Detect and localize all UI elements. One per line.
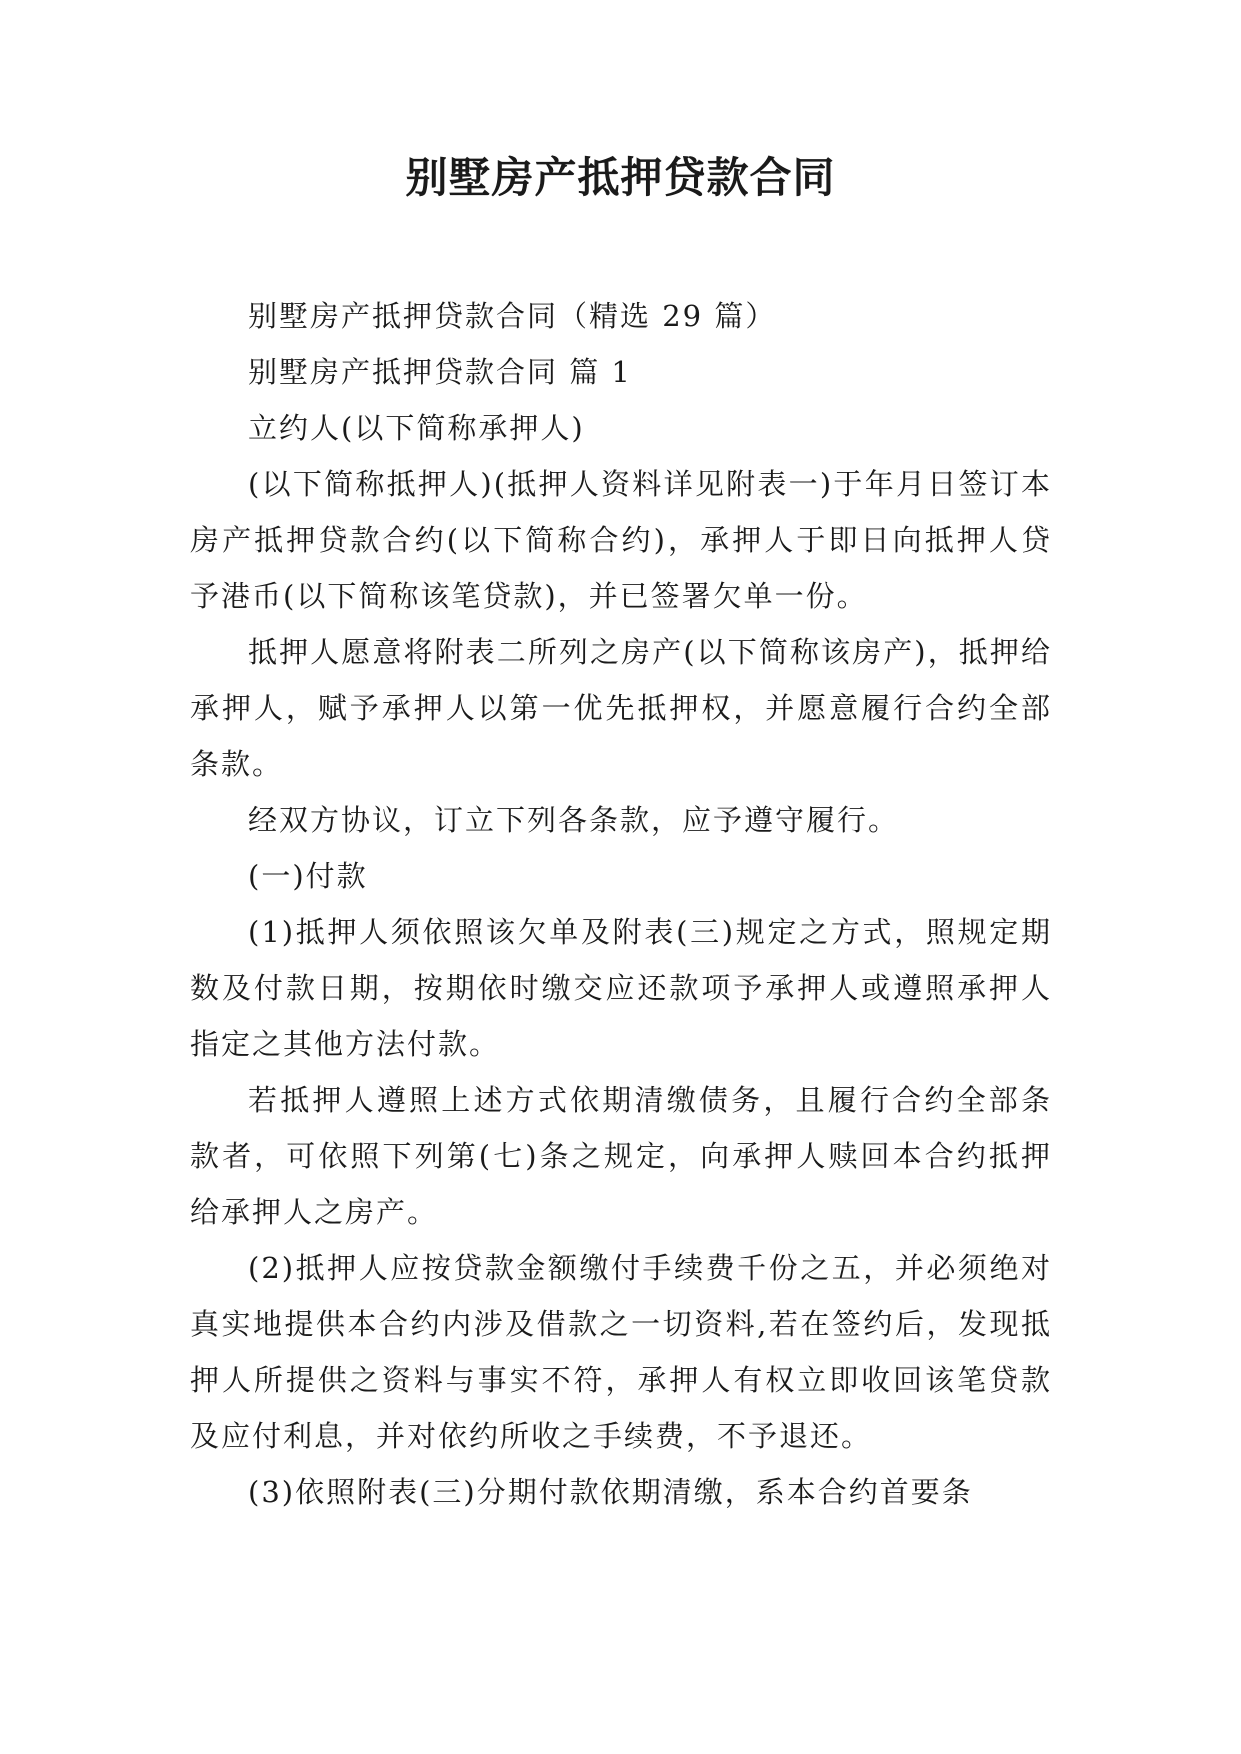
body-paragraph: 抵押人愿意将附表二所列之房产(以下简称该房产)，抵押给承押人，赋予承押人以第一优先抵押权，并愿意履行合约全部条款。: [190, 635, 1052, 781]
body-paragraph: (2)抵押人应按贷款金额缴付手续费千份之五，并必须绝对真实地提供本合约内涉及借款之一切资料,若在签约后，发现抵押人所提供之资料与事实不符，承押人有权立即收回该笔贷款及应付利息，并对依约所收之手续费，不予退还。: [190, 1251, 1052, 1453]
subtitle-paragraph: 别墅房产抵押贷款合同（精选 29 篇）: [248, 299, 777, 333]
body-paragraph: 若抵押人遵照上述方式依期清缴债务，且履行合约全部条款者，可依照下列第(七)条之规定，向承押人赎回本合约抵押给承押人之房产。: [190, 1083, 1052, 1229]
body-paragraph: 经双方协议，订立下列各条款，应予遵守履行。: [248, 803, 900, 837]
body-paragraph: (1)抵押人须依照该欠单及附表(三)规定之方式，照规定期数及付款日期，按期依时缴交应还款项予承押人或遵照承押人指定之其他方法付款。: [190, 915, 1052, 1061]
party-line: 立约人(以下简称承押人): [248, 411, 585, 445]
section-heading: 别墅房产抵押贷款合同 篇 1: [248, 355, 632, 389]
body-paragraph: (3)依照附表(三)分期付款依期清缴，系本合约首要条: [248, 1475, 973, 1509]
document-body: [190, 288, 1052, 1520]
body-paragraph: (以下简称抵押人)(抵押人资料详见附表一)于年月日签订本房产抵押贷款合约(以下简称合约)，承押人于即日向抵押人贷予港币(以下简称该笔贷款)，并已签署欠单一份。: [190, 467, 1052, 613]
clause-heading: (一)付款: [248, 859, 368, 893]
document-title: 别墅房产抵押贷款合同: [405, 153, 836, 202]
